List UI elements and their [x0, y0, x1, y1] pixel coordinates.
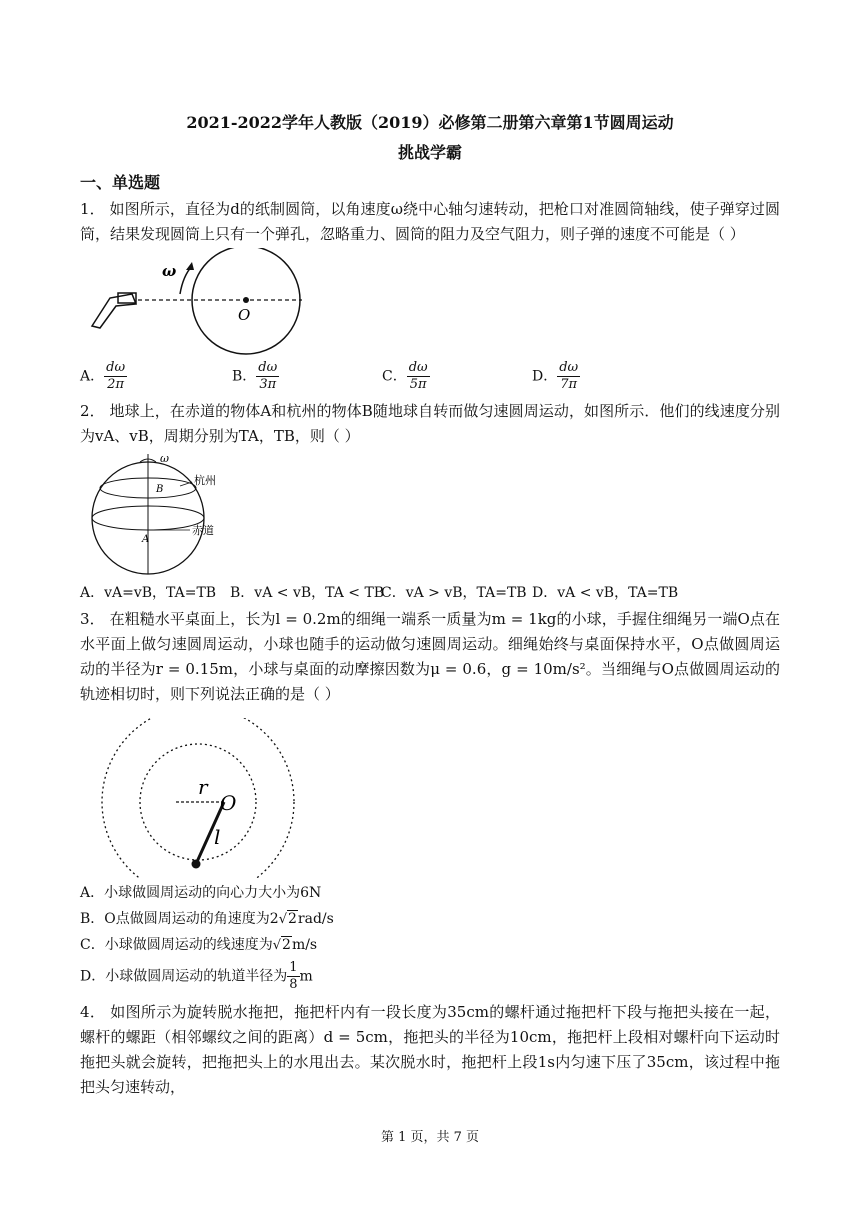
question-1-text: 1． 如图所示，直径为d的纸制圆筒，以角速度ω绕中心轴匀速转动，把枪口对准圆筒轴线，使子弹穿过圆筒，结果发现圆筒上只有一个弹孔，忽略重力、圆筒的阻力及空气阻力，则子弹的速度不可能是（ ）: [80, 200, 780, 243]
rotation-arrow-icon: [180, 266, 192, 294]
document-title: 2021-2022学年人教版（2019）必修第二册第六章第1节圆周运动: [186, 113, 674, 132]
option-c[interactable]: C．小球做圆周运动的线速度为√2m/s: [80, 937, 318, 953]
option-d[interactable]: D．vA < vB，TA=TB: [532, 585, 679, 601]
option-b[interactable]: B． $\frac{d\omega}{3\pi}$: [232, 360, 278, 392]
option-a[interactable]: A．小球做圆周运动的向心力大小为6N: [80, 885, 322, 901]
document-subtitle: 挑战学霸: [397, 143, 462, 162]
question-1-options: [80, 360, 800, 400]
question-4-text: 4． 如图所示为旋转脱水拖把，拖把杆内有一段长度为35cm的螺杆通过拖把杆下段与拖把头接在一起，螺杆的螺距（相邻螺纹之间的距离）d = 5cm，拖把头的半径为10cm，拖把杆上段相对螺杆向下运动时拖把头就会旋转，把拖把头上的水甩出去。某次脱水时，拖把杆上段1s内匀速下压了35cm，该过程中拖把头匀速转动，: [80, 1003, 780, 1096]
section-heading: 一、单选题: [80, 173, 161, 192]
option-b[interactable]: B．vA < vB，TA < TB: [230, 585, 385, 601]
option-a[interactable]: A．vA=vB，TA=TB: [80, 585, 217, 601]
question-3-figure: [96, 718, 296, 878]
option-d[interactable]: D． $\frac{d\omega}{7\pi}$: [532, 360, 579, 392]
option-b[interactable]: B．O点做圆周运动的角速度为2√2rad/s: [80, 911, 334, 927]
omega-label: ω: [162, 262, 177, 280]
arrow-head-icon: [186, 262, 194, 270]
option-d[interactable]: D．小球做圆周运动的轨道半径为 $\frac{1}{8}$ m: [80, 960, 313, 992]
r-label: r: [198, 775, 208, 799]
question-2-figure: [80, 450, 250, 580]
question-2-text: 2． 地球上，在赤道的物体A和杭州的物体B随地球自转而做匀速圆周运动，如图所示．他们的线速度分别为vA、vB，周期分别为TA，TB，则（ ）: [80, 402, 780, 445]
ball: [192, 860, 201, 869]
option-c[interactable]: C． $\frac{d\omega}{5\pi}$: [382, 360, 428, 392]
option-a[interactable]: A． $\frac{d\omega}{2\pi}$: [80, 360, 126, 392]
o-label: O: [220, 791, 237, 815]
center-label: O: [238, 306, 251, 324]
question-1-figure: [80, 248, 340, 360]
center-dot: [243, 297, 249, 303]
question-3-text: 3． 在粗糙水平桌面上，长为l = 0.2m的细绳一端系一质量为m = 1kg的小球，手握住细绳另一端O点在水平面上做匀速圆周运动，小球也随手的运动做匀速圆周运动。细绳始终与桌面保持水平，O点做圆周运动的半径为r = 0.15m，小球与桌面的动摩擦因数为μ = 0.6，g = 10m/s²。当细绳与O点做圆周运动的轨迹相切时，则下列说法正确的是（ ）: [80, 610, 780, 703]
hangzhou-pointer: [180, 482, 192, 486]
point-a-label: A: [142, 534, 150, 545]
question-2-options: [80, 582, 800, 602]
omega-label: ω: [160, 452, 169, 465]
hangzhou-label: 杭州: [194, 474, 216, 487]
l-label: l: [214, 825, 221, 849]
point-b-label: B: [156, 484, 164, 495]
equator-label: 赤道: [192, 524, 214, 537]
page-footer: 第 1 页，共 7 页: [380, 1130, 480, 1145]
gun-shape: [92, 294, 136, 328]
option-c[interactable]: C．vA > vB，TA=TB: [381, 585, 527, 601]
